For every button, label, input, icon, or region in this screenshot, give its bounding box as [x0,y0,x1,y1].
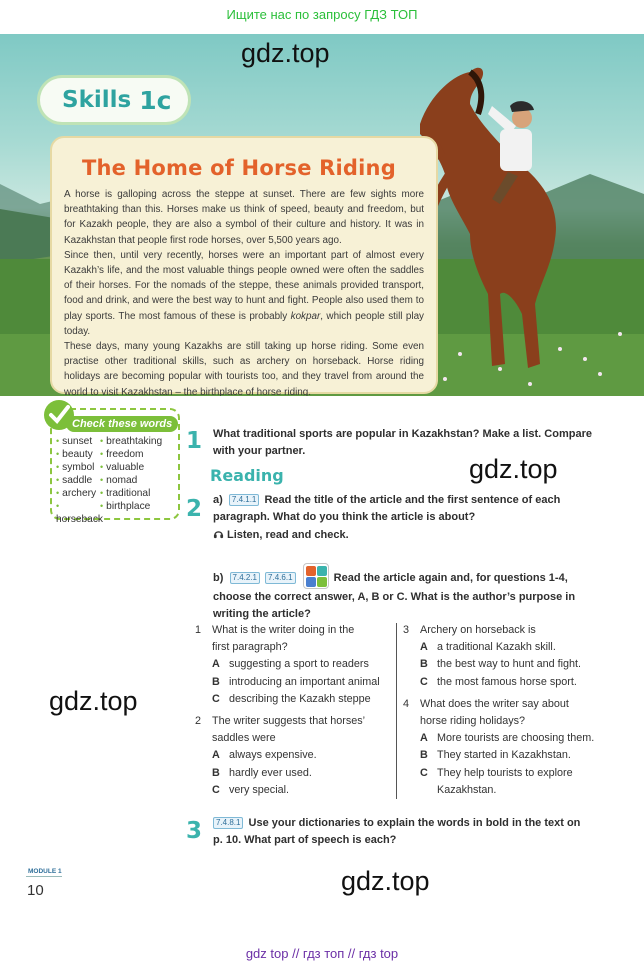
top-banner[interactable]: Ищите нас по запросу ГДЗ ТОП [226,7,418,22]
footer-divider [26,876,62,877]
skills-badge [40,78,188,122]
column-divider [396,623,397,799]
page-number: 10 [27,882,44,899]
code-badge: 7.4.2.1 [230,572,260,584]
skills-number: 1c [139,85,172,115]
question-4: 4 What does the writer say about horse riding holidays? A More tourists are choosing them. B They started in Kazakhstan. C They help tourists to explore Kazakhstan. [403,696,618,799]
question-3: 3 Archery on horseback is A a traditional Kazakh skill. B the best way to hunt and fight. C the most famous horse sport. [403,622,618,691]
code-badge: 7.4.6.1 [265,572,295,584]
task-3-text: 7.4.8.1 Use your dictionaries to explain the words in bold in the text on p. 10. What part of speech is each? [213,817,581,847]
answer-option[interactable]: A a traditional Kazakh skill. [420,641,556,654]
check-word: • sunset [56,436,93,447]
task-2-number: 2 [186,496,203,522]
answer-option[interactable]: B hardly ever used. [212,766,312,779]
question-1: 1 What is the writer doing in the first paragraph? A suggesting a sport to readers B introducing an important animal C describing the Kazakh steppe [195,622,393,708]
watermark: gdz.top [49,686,138,716]
article-box [50,136,438,394]
answer-option[interactable]: C They help tourists to explore Kazakhstan. [420,766,573,796]
reading-heading: Reading [210,466,284,485]
answer-option[interactable]: C describing the Kazakh steppe [212,692,371,705]
watermark: gdz.top [241,38,330,68]
answer-option[interactable]: B the best way to hunt and fight. [420,658,582,671]
article-title: The Home of Horse Riding [82,156,396,180]
code-badge: 7.4.1.1 [229,494,259,506]
check-word: • symbol [56,462,95,473]
check-word-row [56,448,180,461]
task-2b: b) 7.4.2.1 7.4.6.1 Read the article again and, for questions 1-4, choose the correct answer, A, B or C. What is the author’s purpose in writing the article? [213,563,601,624]
bottom-links[interactable]: gdz top // гдз топ // гдз top [245,946,399,961]
check-words-list [56,435,180,526]
code-badge: 7.4.8.1 [213,817,243,829]
task-1-text: What traditional sports are popular in Kazakhstan? Make a list. Compare with your partner. [213,428,592,458]
check-word: • breathtaking [100,436,163,447]
article-paragraph-1: A horse is galloping across the steppe at sunset. There are few sights more breathtaking than this. Horses make us think of speed, beauty and freedom, but for Kazakh people, they are also a symbol of their culture and history. It was in Kazakhstan that people first rode horses, over 5,500 years ago. [64,189,424,246]
check-word-row [56,500,180,526]
answer-option[interactable]: C very special. [212,783,290,796]
hero-image [0,34,644,396]
check-word: • freedom [100,449,144,460]
answer-option[interactable]: A always expensive. [212,749,317,762]
skills-label: Skills [62,87,132,113]
watermark: gdz.top [341,866,430,896]
module-label: MODULE 1 [28,868,62,875]
question-2: 2 The writer suggests that horses’ saddles were A always expensive. B hardly ever used. C very special. [195,713,393,799]
check-word: • beauty [56,449,93,460]
answer-option[interactable]: A More tourists are choosing them. [420,732,595,745]
check-word: • birthplace [100,501,151,512]
task-3-number: 3 [186,818,203,844]
article-paragraph-2: Since then, until very recently, horses were an important part of almost every Kazakh’s life, and the most valuable things people owned were often the saddles of their horses. For the nomads of the steppe, these animals provided transport, food and drink, and were the best way to hunt and fight. People also used them to play sports. The most famous of these is probably kokpar, which people still play today. [64,249,424,337]
app-grid-icon [303,563,329,589]
check-word-row [56,474,180,487]
check-word: • saddle [56,475,93,486]
check-word-row [56,487,180,500]
check-word: •horseback [56,501,104,525]
task-1-number: 1 [186,428,203,454]
answer-option[interactable]: B They started in Kazakhstan. [420,749,571,762]
task-2a: a) 7.4.1.1 Read the title of the article and the first sentence of each paragraph. What do you think the article is about? Listen, read and check. [213,494,561,541]
answer-option[interactable]: C the most famous horse sport. [420,675,577,688]
check-words-title: Check these words [66,416,178,432]
questions-left-column [195,622,393,799]
answer-option[interactable]: B introducing an important animal [212,675,380,688]
check-word-row [56,461,180,474]
check-word: • traditional [100,488,151,499]
answer-option[interactable]: A suggesting a sport to readers [212,658,369,671]
check-word-row [56,435,180,448]
watermark: gdz.top [469,454,558,484]
article-paragraph-3: These days, many young Kazakhs are still taking up horse riding. Some even practise other traditional skills, such as archery on horseback. Horse riding holidays are becoming popular with tourists too, and they travel from around the world to visit Kazakhstan – the birthplace of horse riding. [64,341,424,396]
check-word: • archery [56,488,97,499]
check-word: • valuable [100,462,145,473]
headphones-icon [213,528,224,539]
check-word: • nomad [100,475,138,486]
questions-right-column [403,622,618,799]
